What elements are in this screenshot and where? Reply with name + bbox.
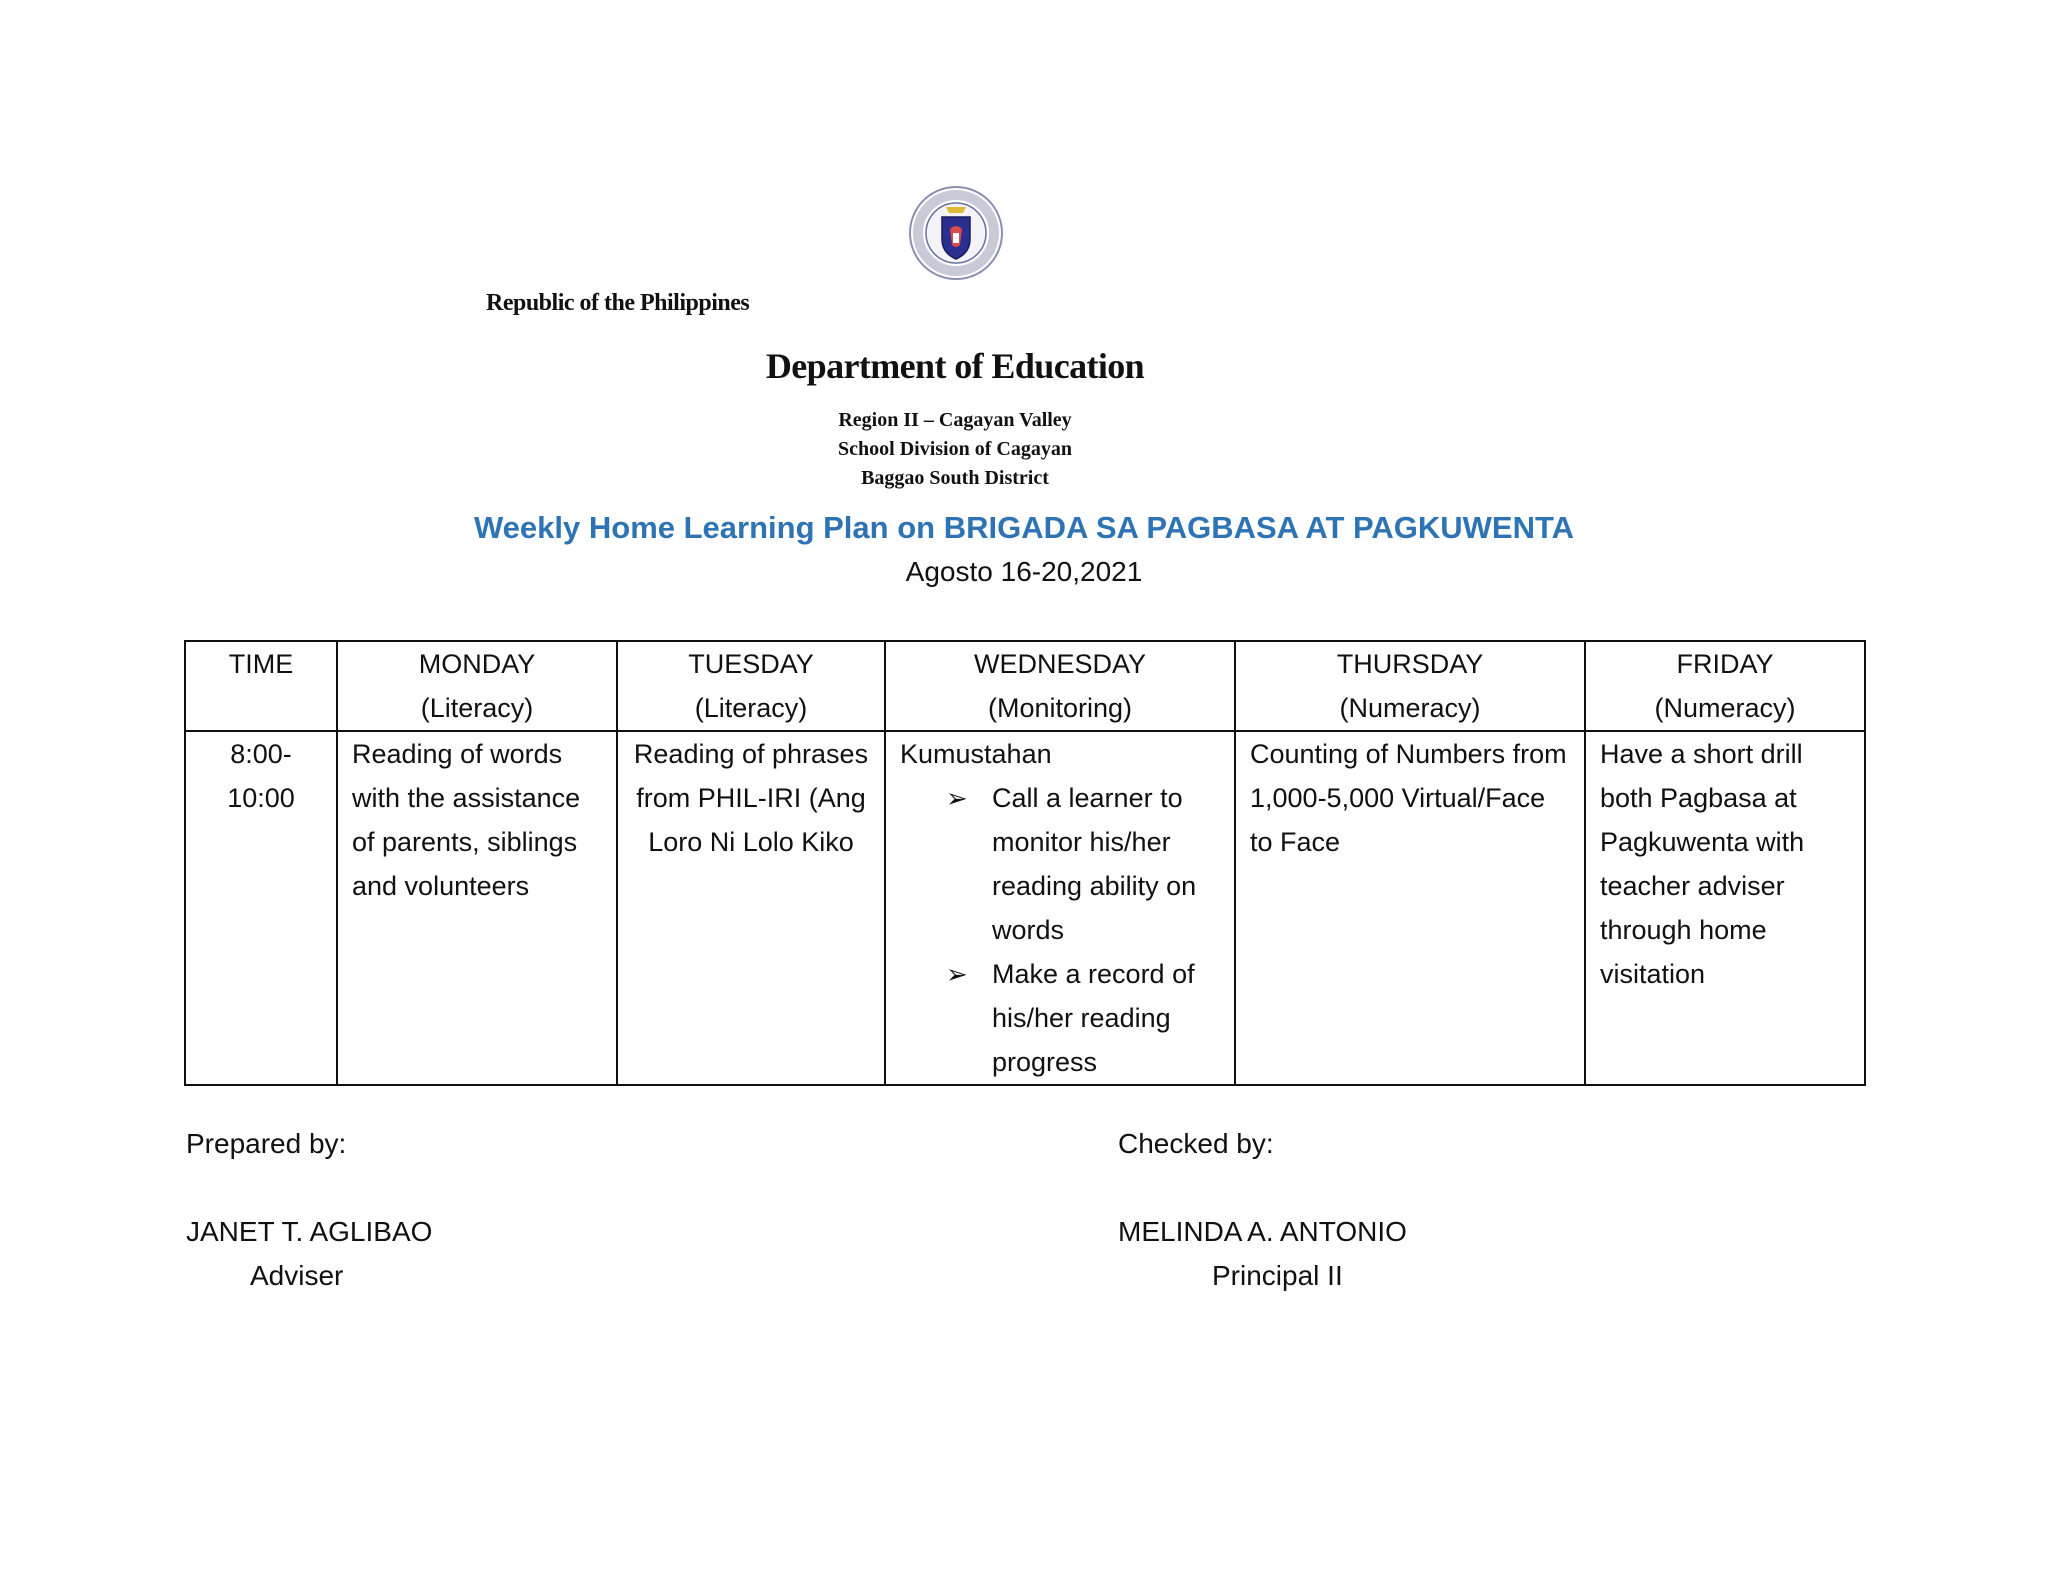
division-label: School Division of Cagayan (838, 438, 1072, 460)
bullet-text: Make a record of his/her reading progress (992, 959, 1195, 1077)
arrow-bullet-icon: ➢ (946, 783, 968, 813)
header-day: TUESDAY (688, 649, 814, 679)
plan-date: Agosto 16-20,2021 (905, 556, 1143, 587)
header-focus: (Literacy) (420, 693, 534, 723)
bullet-text: Call a learner to monitor his/her reading ability on words (992, 783, 1197, 945)
cell-time: 8:00-10:00 (185, 731, 337, 1085)
header-focus: (Monitoring) (987, 693, 1133, 723)
cell-friday: Have a short drill both Pagbasa at Pagkuwenta with teacher adviser through home visitation (1585, 731, 1865, 1085)
wednesday-bullet-list (900, 776, 1220, 1084)
learning-plan-table (184, 640, 1866, 1086)
prepared-by-label: Prepared by: (186, 1128, 347, 1159)
table-row (185, 731, 1865, 1085)
arrow-bullet-icon: ➢ (946, 959, 968, 989)
department-title: Department of Education (765, 346, 1145, 386)
header-day: WEDNESDAY (973, 649, 1147, 679)
office-lines (0, 406, 1910, 493)
cell-monday: Reading of words with the assistance of parents, siblings and volunteers (337, 731, 617, 1085)
header-day: TIME (228, 649, 294, 679)
cell-wednesday (885, 731, 1235, 1085)
table-header-row (185, 641, 1865, 731)
checked-by-label: Checked by: (1118, 1128, 1274, 1159)
header-tuesday (617, 641, 885, 731)
region-label: Region II – Cagayan Valley (838, 409, 1072, 431)
header-day: FRIDAY (1676, 649, 1774, 679)
checked-by-role: Principal II (1212, 1260, 1343, 1291)
header-focus: (Numeracy) (1339, 693, 1481, 723)
cell-thursday: Counting of Numbers from 1,000-5,000 Virtual/Face to Face (1235, 731, 1585, 1085)
header-day: MONDAY (418, 649, 536, 679)
header-focus: (Literacy) (694, 693, 808, 723)
wednesday-intro: Kumustahan (900, 739, 1052, 769)
list-item (946, 776, 1220, 952)
district-label: Baggao South District (861, 467, 1049, 489)
republic-label: Republic of the Philippines (486, 290, 750, 316)
header-focus: (Numeracy) (1654, 693, 1796, 723)
header-thursday (1235, 641, 1585, 731)
header-time (185, 641, 337, 731)
cell-tuesday: Reading of phrases from PHIL-IRI (Ang Loro Ni Lolo Kiko (617, 731, 885, 1085)
prepared-by-role: Adviser (250, 1260, 344, 1291)
deped-seal-icon (906, 183, 1006, 283)
plan-title: Weekly Home Learning Plan on BRIGADA SA PAGBASA AT PAGKUWENTA (473, 510, 1574, 545)
header-friday (1585, 641, 1865, 731)
header-wednesday (885, 641, 1235, 731)
checked-by-name: MELINDA A. ANTONIO (1118, 1216, 1407, 1247)
header-day: THURSDAY (1336, 649, 1484, 679)
header-monday (337, 641, 617, 731)
prepared-by-name: JANET T. AGLIBAO (186, 1216, 433, 1247)
list-item (946, 952, 1220, 1084)
